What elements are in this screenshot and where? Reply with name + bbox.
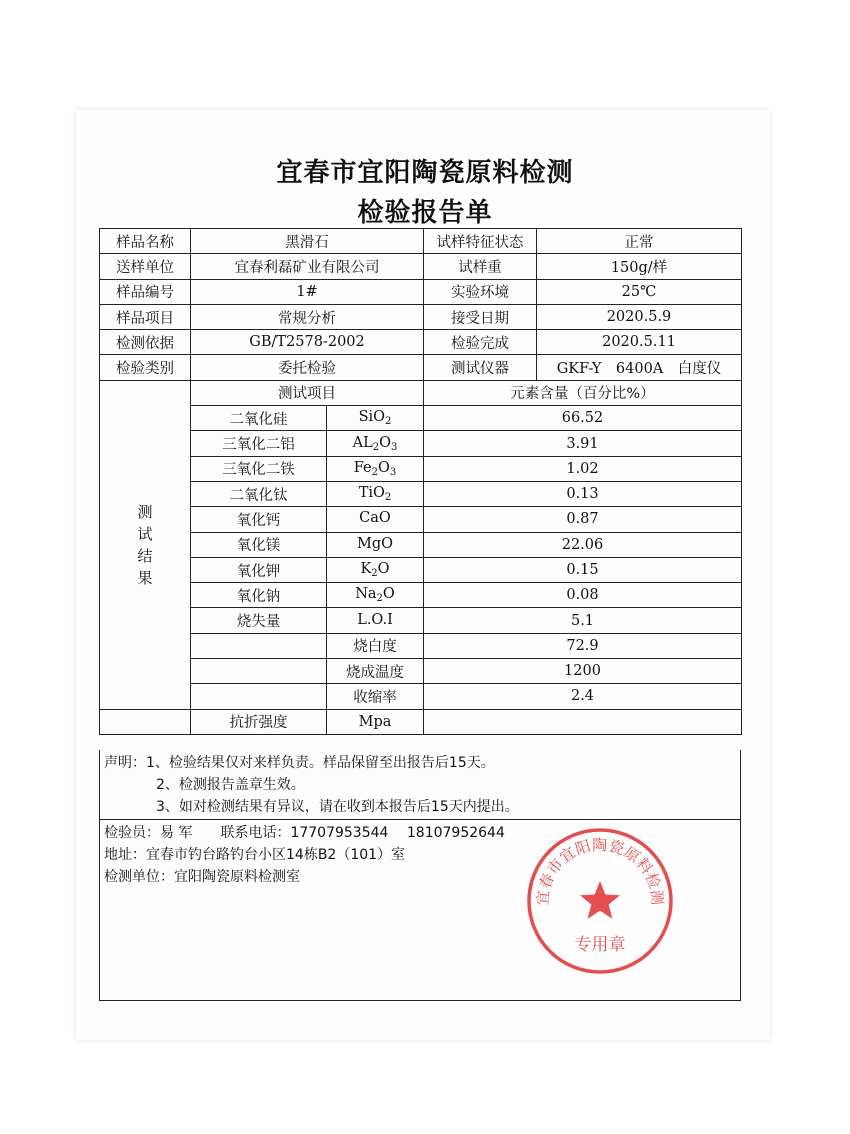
oxide-name: 氧化钠 — [191, 583, 327, 608]
table-row — [100, 659, 742, 684]
report-table — [99, 228, 742, 735]
formula-part: SiO — [358, 409, 386, 426]
info-value: 1# — [191, 279, 424, 304]
info-value: 25℃ — [537, 279, 742, 304]
formula-subscript: 2 — [384, 492, 392, 504]
info-label: 检验完成 — [424, 330, 537, 355]
table-row — [100, 583, 742, 608]
oxide-value: 0.15 — [424, 557, 742, 582]
formula-part: CaO — [359, 510, 391, 527]
statement-line-1: 声明：1、检验结果仅对来样负责。样品保留至出报告后15天。 — [104, 755, 495, 771]
table-row — [100, 507, 742, 532]
info-label: 接受日期 — [424, 304, 537, 329]
property-label: 烧成温度 — [327, 659, 424, 684]
results-side-char: 测 — [137, 502, 153, 521]
table-row — [100, 279, 742, 304]
address-line: 地址：宜春市钓台路钓台小区14栋B2（101）室 — [104, 847, 406, 863]
formula-part: L.O.I — [357, 611, 393, 628]
oxide-name: 烧失量 — [191, 608, 327, 633]
report-subtitle: 检验报告单 — [357, 198, 493, 228]
property-value: 1200 — [424, 659, 742, 684]
info-label: 试样特征状态 — [424, 229, 537, 254]
results-header-content: 元素含量（百分比%） — [424, 380, 742, 405]
formula-part: O — [379, 434, 391, 451]
oxide-name: 氧化钾 — [191, 557, 327, 582]
seal-center-text: 专用章 — [574, 935, 626, 955]
info-label: 实验环境 — [424, 279, 537, 304]
oxide-name: 三氧化二铁 — [191, 456, 327, 481]
property-value: 72.9 — [424, 633, 742, 658]
statement-line-2: 2、检测报告盖章生效。 — [156, 777, 305, 793]
formula-part: O — [382, 586, 395, 603]
strength-value — [424, 709, 742, 734]
oxide-value: 0.08 — [424, 583, 742, 608]
info-value: 黑滑石 — [191, 229, 424, 254]
table-row — [100, 254, 742, 279]
table-row — [100, 608, 742, 633]
info-label: 样品项目 — [100, 304, 191, 329]
info-value: 2020.5.9 — [537, 304, 742, 329]
oxide-value: 0.87 — [424, 507, 742, 532]
oxide-name: 三氧化二铝 — [191, 431, 327, 456]
info-value: 宜春利磊矿业有限公司 — [191, 254, 424, 279]
table-row — [100, 481, 742, 506]
oxide-formula — [327, 557, 424, 582]
oxide-formula — [327, 608, 424, 633]
info-value: 常规分析 — [191, 304, 424, 329]
formula-part: O — [377, 561, 390, 577]
info-value: 150g/样 — [537, 254, 742, 279]
oxide-formula — [327, 406, 424, 431]
info-label: 检验类别 — [100, 355, 191, 380]
oxide-formula — [327, 431, 424, 456]
empty-cell — [191, 684, 327, 709]
results-header-item: 测试项目 — [191, 380, 424, 405]
formula-subscript: 2 — [371, 568, 378, 579]
formula-part: K — [360, 561, 372, 577]
results-side-char: 果 — [137, 568, 153, 587]
statement-section — [99, 750, 741, 820]
oxide-value: 1.02 — [424, 456, 742, 481]
inspector-line: 检验员：易 军 联系电话：17707953544 18107952644 — [104, 825, 505, 841]
table-row — [100, 406, 742, 431]
statement-line-3: 3、如对检测结果有异议，请在收到本报告后15天内提出。 — [156, 799, 519, 815]
oxide-formula — [327, 481, 424, 506]
oxide-formula — [327, 507, 424, 532]
table-row — [100, 330, 742, 355]
seal-star-icon — [580, 881, 620, 919]
oxide-name: 二氧化钛 — [191, 481, 327, 506]
info-label: 样品编号 — [100, 279, 191, 304]
table-row — [100, 431, 742, 456]
formula-subscript: 2 — [376, 593, 383, 605]
empty-cell — [100, 709, 191, 734]
oxide-value: 3.91 — [424, 431, 742, 456]
empty-cell — [191, 633, 327, 658]
strength-label: 抗折强度 — [191, 709, 327, 734]
formula-subscript: 3 — [389, 466, 397, 478]
formula-part: O — [377, 459, 390, 476]
oxide-value: 66.52 — [424, 406, 742, 431]
report-title: 宜春市宜阳陶瓷原料检测 — [276, 158, 574, 188]
oxide-formula — [327, 583, 424, 608]
formula-part: Na — [355, 586, 377, 603]
oxide-name: 氧化镁 — [191, 532, 327, 557]
info-label: 测试仪器 — [424, 355, 537, 380]
property-label: 收缩率 — [327, 684, 424, 709]
table-row — [100, 684, 742, 709]
formula-subscript: 2 — [372, 441, 380, 453]
formula-part: MgO — [356, 535, 394, 552]
empty-cell — [191, 659, 327, 684]
info-value: GB/T2578-2002 — [191, 330, 424, 355]
table-row — [100, 532, 742, 557]
info-value: 2020.5.11 — [537, 330, 742, 355]
oxide-formula — [327, 456, 424, 481]
info-label: 检测依据 — [100, 330, 191, 355]
info-value: 委托检验 — [191, 355, 424, 380]
info-value: GKF-Y 6400A 白度仪 — [537, 355, 742, 380]
property-value: 2.4 — [424, 684, 742, 709]
formula-part: AL — [352, 434, 373, 451]
formula-subscript: 2 — [371, 466, 378, 478]
table-row — [100, 633, 742, 658]
table-row — [100, 355, 742, 380]
formula-subscript: 2 — [385, 416, 392, 428]
results-side-char: 试 — [137, 524, 153, 543]
info-label: 试样重 — [424, 254, 537, 279]
formula-part: TiO — [358, 485, 385, 502]
oxide-name: 氧化钙 — [191, 507, 327, 532]
seal-ring-text: 宜春市宜阳陶瓷原料检测 — [533, 835, 667, 906]
info-label: 送样单位 — [100, 254, 191, 279]
oxide-formula — [327, 532, 424, 557]
table-row — [100, 709, 742, 734]
oxide-value: 22.06 — [424, 532, 742, 557]
info-label: 样品名称 — [100, 229, 191, 254]
results-side-label — [100, 380, 191, 709]
info-value: 正常 — [537, 229, 742, 254]
formula-subscript: 3 — [391, 441, 398, 453]
oxide-value: 5.1 — [424, 608, 742, 633]
table-row — [100, 304, 742, 329]
table-row — [100, 380, 742, 405]
table-row — [100, 229, 742, 254]
official-seal — [525, 826, 675, 976]
table-row — [100, 557, 742, 582]
property-label: 烧白度 — [327, 633, 424, 658]
oxide-name: 二氧化硅 — [191, 406, 327, 431]
oxide-value: 0.13 — [424, 481, 742, 506]
results-side-char: 结 — [137, 546, 153, 565]
lab-line: 检测单位：宜阳陶瓷原料检测室 — [104, 869, 300, 885]
table-row — [100, 456, 742, 481]
formula-part: Fe — [353, 459, 372, 476]
strength-unit: Mpa — [327, 709, 424, 734]
